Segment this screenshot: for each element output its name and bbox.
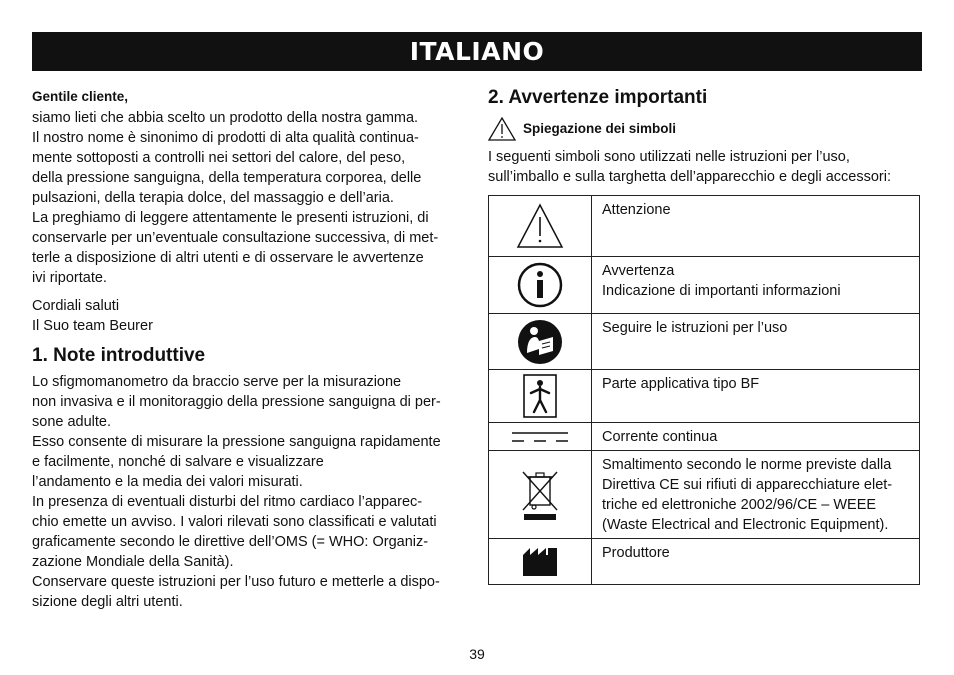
symbol-desc bbox=[592, 257, 920, 314]
table-row bbox=[489, 539, 920, 585]
text-line: Lo sfigmomanometro da braccio serve per la misurazione bbox=[32, 374, 402, 390]
symbol-desc-line: Seguire le istruzioni per l’uso bbox=[602, 320, 788, 336]
text-line: Esso consente di misurare la pressione sanguigna rapidamente bbox=[32, 434, 441, 450]
text-line: non invasiva e il monitoraggio della pressione sanguigna di per- bbox=[32, 394, 441, 410]
text-line: graficamente secondo le direttive dell’OMS (= WHO: Organiz- bbox=[32, 534, 429, 550]
info-icon bbox=[489, 257, 592, 314]
manufacturer-icon bbox=[489, 539, 592, 585]
table-row bbox=[489, 451, 920, 539]
type-bf-icon bbox=[489, 370, 592, 423]
symbol-desc bbox=[592, 451, 920, 539]
page-number: 39 bbox=[469, 646, 485, 662]
symbol-desc-line: (Waste Electrical and Electronic Equipment). bbox=[602, 517, 889, 533]
symbol-desc-line: Parte applicativa tipo BF bbox=[602, 376, 760, 392]
symbol-desc-line: Smaltimento secondo le norme previste dalla bbox=[602, 457, 892, 473]
symbol-desc-line: Direttiva CE sui rifiuti di apparecchiature elet- bbox=[602, 477, 893, 493]
text-line: I seguenti simboli sono utilizzati nelle istruzioni per l’uso, bbox=[488, 149, 850, 165]
text-line: l’andamento e la media dei valori misurati. bbox=[32, 474, 303, 490]
text-line: ivi riportate. bbox=[32, 270, 107, 286]
text-line: terle a disposizione di altri utenti e di osservare le avvertenze bbox=[32, 250, 424, 266]
text-line: conservarle per un’eventuale consultazione successiva, di met- bbox=[32, 230, 439, 246]
text-line: zazione Mondiale della Sanità). bbox=[32, 554, 234, 570]
text-line: della pressione sanguigna, della temperatura corporea, delle bbox=[32, 170, 422, 186]
symbol-desc-line: Attenzione bbox=[602, 202, 671, 218]
text-line: sull’imballo e sulla targhetta dell’apparecchio e degli accessori: bbox=[488, 169, 891, 185]
section1-title: 1. Note introduttive bbox=[32, 345, 206, 366]
symbol-desc bbox=[592, 370, 920, 423]
symbol-desc-line: triche ed elettroniche 2002/96/CE – WEEE bbox=[602, 497, 877, 513]
text-line: sizione degli altri utenti. bbox=[32, 594, 183, 610]
text-line: mente sottoposti a controlli nei settori del calore, del peso, bbox=[32, 150, 406, 166]
text-line: pulsazioni, della terapia dolce, del massaggio e dell’aria. bbox=[32, 190, 394, 206]
symbol-desc bbox=[592, 539, 920, 585]
symbol-desc bbox=[592, 196, 920, 257]
text-line: In presenza di eventuali disturbi del ritmo cardiaco l’apparec- bbox=[32, 494, 423, 510]
symbols-table bbox=[488, 195, 920, 585]
symbol-desc bbox=[592, 423, 920, 451]
table-row bbox=[489, 370, 920, 423]
banner-title: ITALIANO bbox=[409, 37, 545, 66]
text-line: chio emette un avviso. I valori rilevati sono classificati e valutati bbox=[32, 514, 437, 530]
table-row bbox=[489, 257, 920, 314]
table-row bbox=[489, 423, 920, 451]
section2-title: 2. Avvertenze importanti bbox=[488, 87, 708, 108]
text-line: sone adulte. bbox=[32, 414, 112, 430]
symbol-desc-line: Produttore bbox=[602, 545, 670, 561]
table-row bbox=[489, 196, 920, 257]
text-line: Cordiali saluti bbox=[32, 298, 120, 314]
text-line: Conservare queste istruzioni per l’uso futuro e metterle a dispo- bbox=[32, 574, 440, 590]
text-line: Il nostro nome è sinonimo di prodotti di alta qualità continua- bbox=[32, 130, 419, 146]
symbol-desc-line: Avvertenza bbox=[602, 263, 675, 279]
table-row bbox=[489, 314, 920, 370]
language-banner bbox=[32, 32, 922, 71]
greeting: Gentile cliente, bbox=[32, 89, 129, 104]
text-line: Il Suo team Beurer bbox=[32, 318, 153, 334]
symbol-desc-line: Corrente continua bbox=[602, 429, 718, 445]
warning-small-icon bbox=[488, 117, 516, 141]
text-line: siamo lieti che abbia scelto un prodotto della nostra gamma. bbox=[32, 110, 419, 126]
symbol-desc bbox=[592, 314, 920, 370]
direct-current-icon bbox=[489, 423, 592, 451]
weee-bin-icon bbox=[489, 451, 592, 539]
symbols-heading: Spiegazione dei simboli bbox=[523, 121, 677, 136]
symbol-desc-line: Indicazione di importanti informazioni bbox=[602, 283, 841, 299]
text-line: La preghiamo di leggere attentamente le presenti istruzioni, di bbox=[32, 210, 429, 226]
read-manual-icon bbox=[489, 314, 592, 370]
warning-triangle-icon bbox=[489, 196, 592, 257]
text-line: e facilmente, nonché di salvare e visualizzare bbox=[32, 454, 324, 470]
